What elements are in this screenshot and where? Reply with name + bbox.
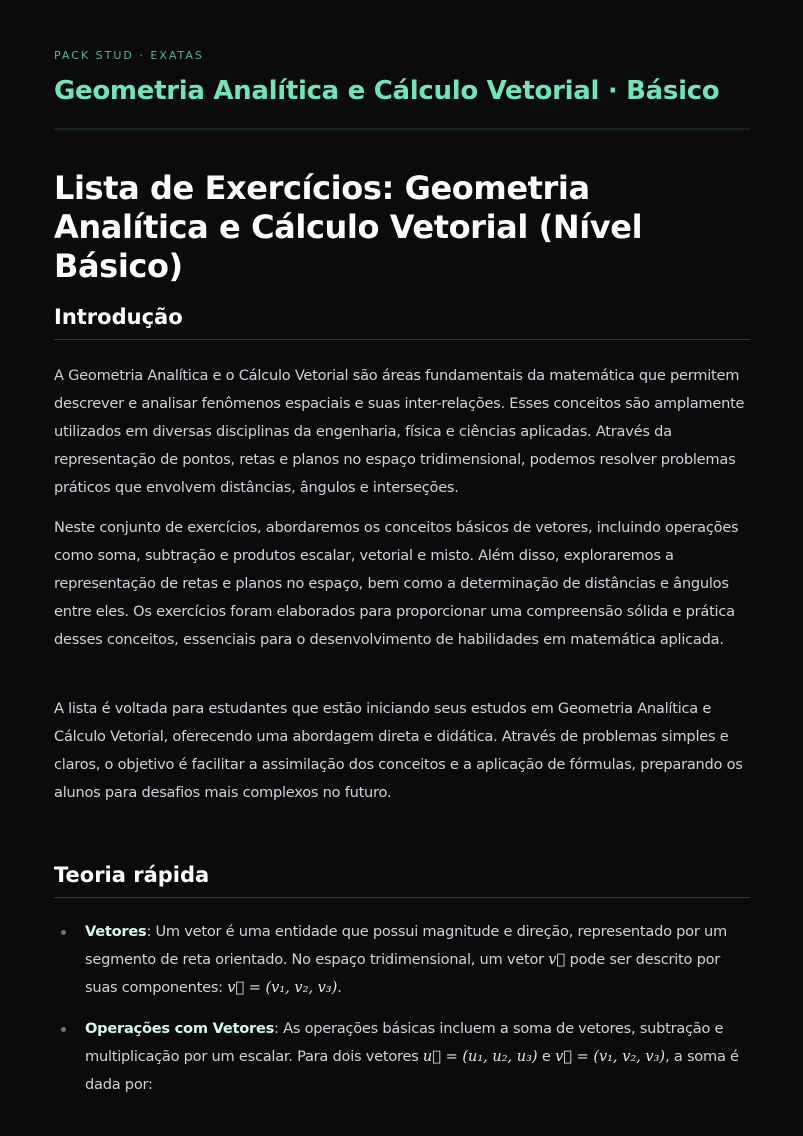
bullet-icon <box>61 930 66 935</box>
list-item-text-part: e <box>537 1048 556 1065</box>
bullet-icon <box>61 1027 66 1032</box>
header-site-title: Geometria Analítica e Cálculo Vetorial · Básico <box>54 76 720 106</box>
list-item <box>54 918 754 1002</box>
math-expression: v⃗ <box>548 952 566 968</box>
list-item <box>54 1015 754 1099</box>
math-expression: v⃗ = (v₁, v₂, v₃) <box>555 1049 666 1065</box>
math-expression: u⃗ = (u₁, u₂, u₃) <box>422 1049 538 1065</box>
intro-paragraph-2: Neste conjunto de exercícios, abordaremos os conceitos básicos de vetores, incluindo operações como soma, subtração e produtos escalar, vetorial e misto. Além disso, exploraremos a representação de retas e planos no espaço, bem como a determinação de distâncias e ângulos entre eles. Os exercícios foram elaborados para proporcionar uma compreensão sólida e prática desses conceitos, essenciais para o desenvolvimento de habilidades em matemática aplicada. <box>54 519 739 648</box>
intro-paragraph-1: A Geometria Analítica e o Cálculo Vetorial são áreas fundamentais da matemática que permitem descrever e analisar fenômenos espaciais e suas inter-relações. Esses conceitos são amplamente utilizados em diversas disciplinas da engenharia, física e ciências aplicadas. Através da representação de pontos, retas e planos no espaço tridimensional, podemos resolver problemas práticos que envolvem distâncias, ângulos e interseções. <box>54 367 745 496</box>
list-item-text-part: : As operações básicas incluem a soma de vetores, subtração e multiplicação por um escalar. Para dois vetores <box>85 1020 724 1065</box>
list-item-text <box>85 1015 754 1099</box>
list-item-text-part: . <box>337 979 342 996</box>
math-expression: v⃗ = (v₁, v₂, v₃) <box>227 980 338 996</box>
page-header <box>54 49 750 130</box>
list-item-text <box>85 918 754 1002</box>
list-item-text-part: , a soma é dada por: <box>85 1048 739 1093</box>
intro-paragraph-3: A lista é voltada para estudantes que estão iniciando seus estudos em Geometria Analítica e Cálculo Vetorial, oferecendo uma abordagem direta e didática. Através de problemas simples e claros, o objetivo é facilitar a assimilação dos conceitos e a aplicação de fórmulas, preparando os alunos para desafios mais complexos no futuro. <box>54 700 743 801</box>
list-item-text-part: pode ser descrito por suas componentes: <box>85 951 721 996</box>
list-item-term: Operações com Vetores <box>85 1020 275 1037</box>
main-title: Lista de Exercícios: Geometria Analítica e Cálculo Vetorial (Nível Básico) <box>54 169 643 285</box>
section-title-introducao: Introdução <box>54 302 750 340</box>
header-kicker: PACK STUD · EXATAS <box>54 49 204 62</box>
section-title-teoria-rapida: Teoria rápida <box>54 860 750 898</box>
list-item-text-part: : Um vetor é uma entidade que possui magnitude e direção, representado por um segmento de reta orientado. No espaço tridimensional, um vetor <box>85 923 727 968</box>
list-item-term: Vetores <box>85 923 147 940</box>
